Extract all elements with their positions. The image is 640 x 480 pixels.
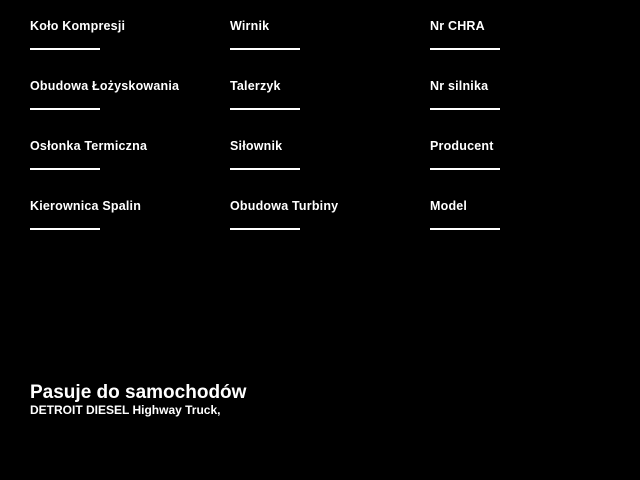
field-value-underline xyxy=(230,108,300,110)
compatibility-section xyxy=(30,382,246,417)
field-label: Obudowa Turbiny xyxy=(230,199,339,213)
field-kierownica-spalin xyxy=(30,199,225,230)
field-value-underline xyxy=(230,228,300,230)
field-nr-chra xyxy=(430,19,625,50)
field-silownik xyxy=(230,139,425,170)
field-value-underline xyxy=(230,168,300,170)
field-obudowa-turbiny xyxy=(230,199,425,230)
field-value-underline xyxy=(430,108,500,110)
compatibility-vehicle-list: DETROIT DIESEL Highway Truck, xyxy=(30,403,221,417)
field-value-underline xyxy=(30,168,100,170)
field-model xyxy=(430,199,625,230)
field-kolo-kompresji xyxy=(30,19,225,50)
field-label: Producent xyxy=(430,139,494,153)
field-label: Siłownik xyxy=(230,139,283,153)
field-nr-silnika xyxy=(430,79,625,110)
field-label: Koło Kompresji xyxy=(30,19,126,33)
field-value-underline xyxy=(430,228,500,230)
field-label: Wirnik xyxy=(230,19,270,33)
field-label: Nr silnika xyxy=(430,79,489,93)
field-value-underline xyxy=(30,108,100,110)
field-value-underline xyxy=(30,48,100,50)
field-label: Nr CHRA xyxy=(430,19,485,33)
field-value-underline xyxy=(230,48,300,50)
field-label: Obudowa Łożyskowania xyxy=(30,79,180,93)
field-label: Talerzyk xyxy=(230,79,281,93)
field-value-underline xyxy=(30,228,100,230)
compatibility-title: Pasuje do samochodów xyxy=(30,382,247,403)
field-wirnik xyxy=(230,19,425,50)
field-label: Model xyxy=(430,199,468,213)
field-talerzyk xyxy=(230,79,425,110)
field-producent xyxy=(430,139,625,170)
field-value-underline xyxy=(430,48,500,50)
field-oslonka-termiczna xyxy=(30,139,225,170)
field-label: Osłonka Termiczna xyxy=(30,139,148,153)
field-obudowa-lozyskowania xyxy=(30,79,225,110)
field-label: Kierownica Spalin xyxy=(30,199,142,213)
field-value-underline xyxy=(430,168,500,170)
